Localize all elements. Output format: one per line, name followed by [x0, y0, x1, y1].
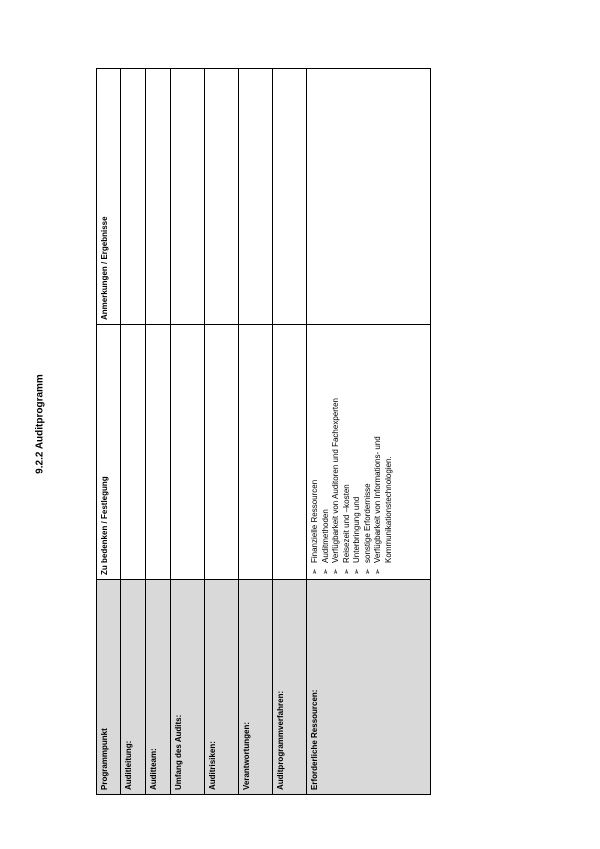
- row-label-verantwortungen: Verantwortungen:: [239, 580, 273, 795]
- list-item: ➢ sonstige Erfordernisse: [363, 329, 374, 575]
- list-item: ➢ Auditmethoden: [321, 329, 332, 575]
- list-item: ➢ Unterbringung und: [352, 329, 363, 575]
- audit-program-table-container: [96, 69, 430, 795]
- table-header-row: [97, 69, 121, 795]
- cell-festlegung[interactable]: [146, 325, 171, 580]
- table-row: [273, 69, 307, 795]
- audit-program-table: [96, 68, 431, 795]
- table-row: [146, 69, 171, 795]
- page-title: 9.2.2 Auditprogramm: [34, 374, 46, 474]
- row-label-umfang: Umfang des Audits:: [171, 580, 205, 795]
- header-anmerkungen: Anmerkungen / Ergebnisse: [97, 69, 121, 325]
- table-row: [307, 69, 431, 795]
- table-row: [171, 69, 205, 795]
- row-label-auditrisiken: Auditrisiken:: [205, 580, 239, 795]
- cell-festlegung[interactable]: [121, 325, 146, 580]
- cell-anmerkungen[interactable]: [146, 69, 171, 325]
- cell-festlegung[interactable]: [239, 325, 273, 580]
- table-row: [205, 69, 239, 795]
- cell-anmerkungen[interactable]: [121, 69, 146, 325]
- cell-festlegung[interactable]: [205, 325, 239, 580]
- resource-list: [310, 329, 394, 575]
- cell-festlegung[interactable]: [273, 325, 307, 580]
- row-label-ressourcen: Erforderliche Ressourcen:: [307, 580, 431, 795]
- list-item-continuation: Kommunikationstechnologien.: [383, 456, 393, 563]
- cell-anmerkungen[interactable]: [307, 69, 431, 325]
- row-label-auditleitung: Auditleitung:: [121, 580, 146, 795]
- row-label-auditteam: Auditteam:: [146, 580, 171, 795]
- row-label-auditprogrammverfahren: Auditprogrammverfahren:: [273, 580, 307, 795]
- table-row: [239, 69, 273, 795]
- cell-festlegung[interactable]: [171, 325, 205, 580]
- cell-festlegung[interactable]: [307, 325, 431, 580]
- header-zu-bedenken: Zu bedenken / Festlegung: [97, 325, 121, 580]
- list-item: ➢ Reisezeit und –kosten: [342, 329, 353, 575]
- list-item: ➢ Verfügbarkeit von Informations- und: [373, 329, 384, 575]
- list-item: ➢ Finanzielle Ressourcen: [310, 329, 321, 575]
- cell-anmerkungen[interactable]: [171, 69, 205, 325]
- table-row: [121, 69, 146, 795]
- cell-anmerkungen[interactable]: [239, 69, 273, 325]
- cell-anmerkungen[interactable]: [273, 69, 307, 325]
- header-programmpunkt: Programmpunkt: [97, 580, 121, 795]
- cell-anmerkungen[interactable]: [205, 69, 239, 325]
- list-item: ➢ Verfügbarkeit von Auditoren und Fachexperten: [331, 329, 342, 575]
